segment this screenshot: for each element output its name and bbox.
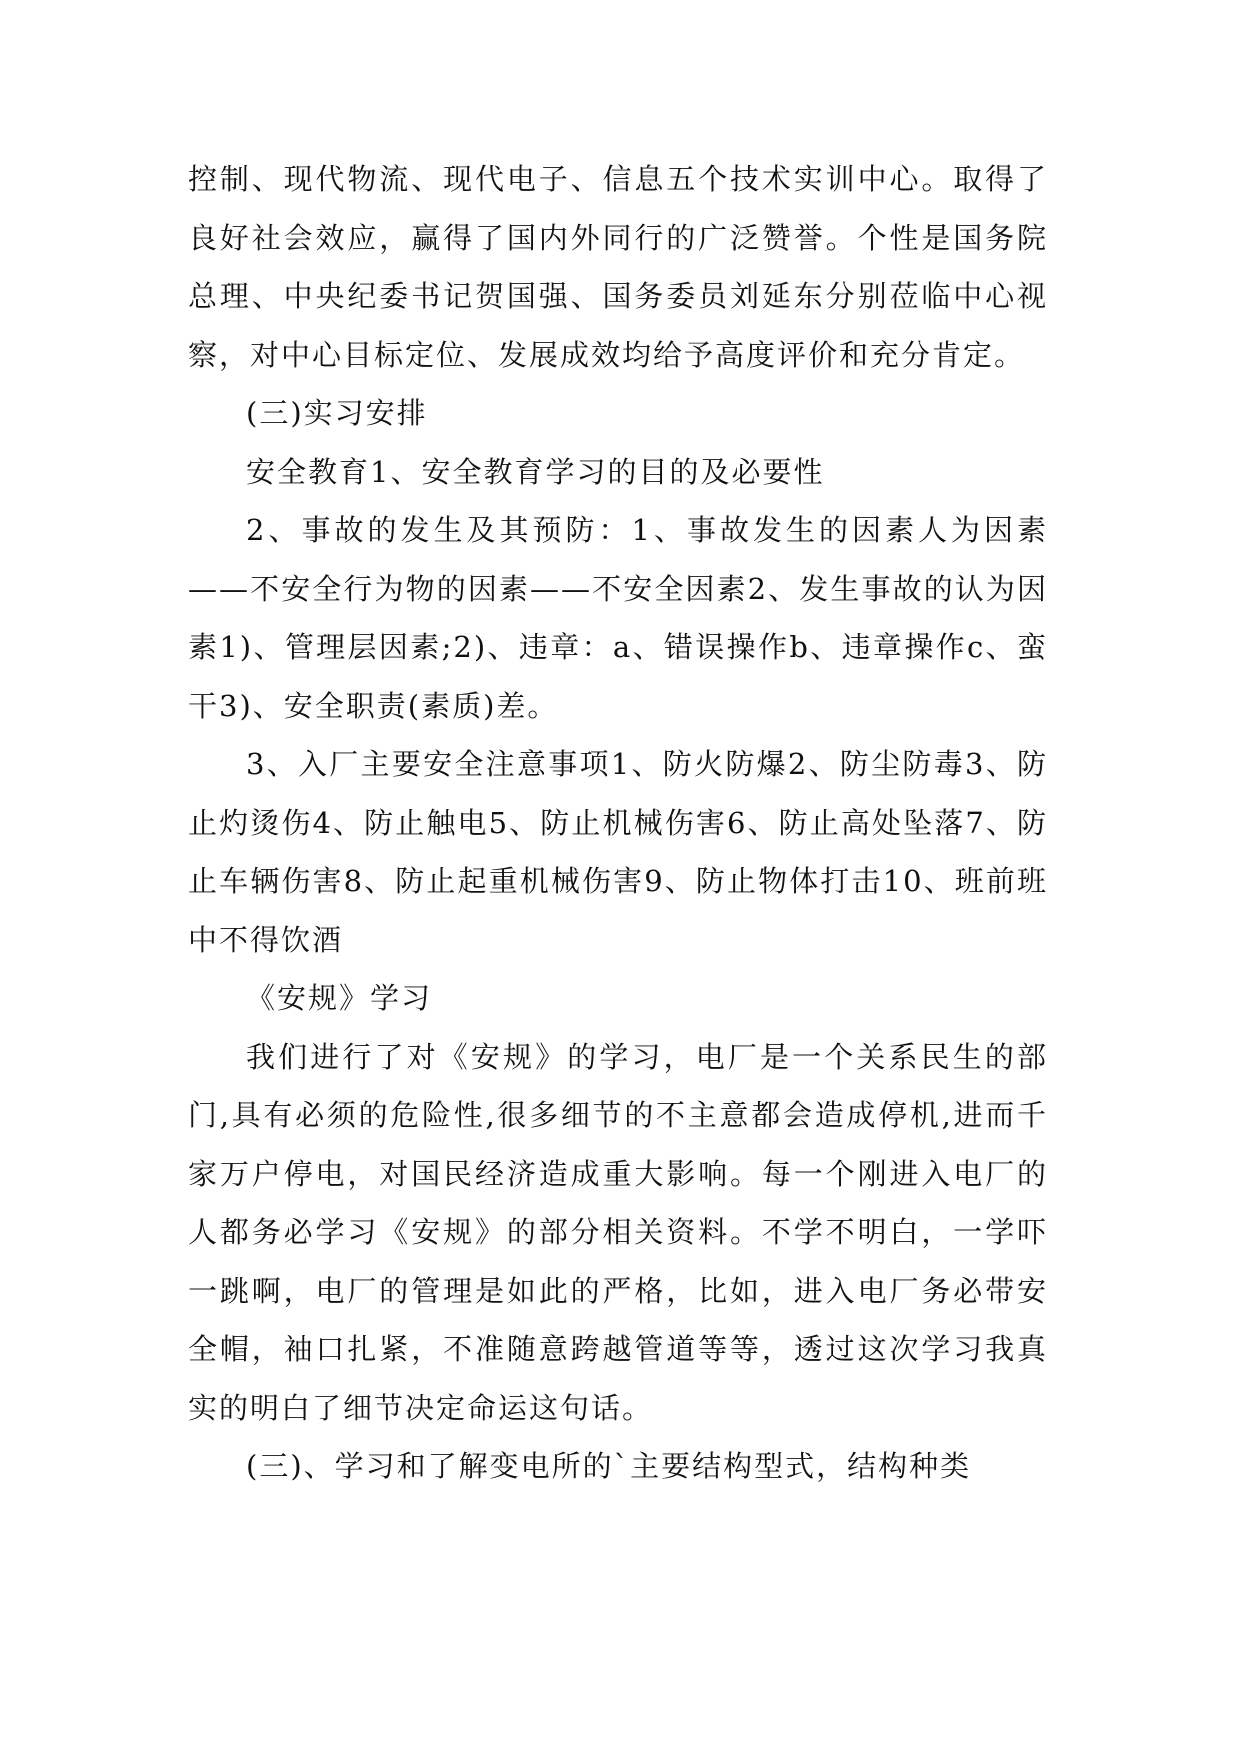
paragraph: 我们进行了对《安规》的学习，电厂是一个关系民生的部门,具有必须的危险性,很多细节的不主意都会造成停机,进而千家万户停电，对国民经济造成重大影响。每一个刚进入电厂的人都务必学习《安规》的部分相关资料。不学不明白，一学吓一跳啊，电厂的管理是如此的严格，比如，进入电厂务必带安全帽，袖口扎紧，不准随意跨越管道等等，透过这次学习我真实的明白了细节决定命运这句话。	[188, 1039, 1048, 1425]
paragraph: 3、入厂主要安全注意事项1、防火防爆2、防尘防毒3、防止灼烫伤4、防止触电5、防止机械伤害6、防止高处坠落7、防止车辆伤害8、防止起重机械伤害9、防止物体打击10、班前班中不得饮酒	[188, 747, 1048, 957]
section-heading: 《安规》学习	[246, 981, 433, 1015]
document-page	[188, 150, 1048, 1496]
paragraph: 控制、现代物流、现代电子、信息五个技术实训中心。取得了良好社会效应，赢得了国内外同行的广泛赞誉。个性是国务院总理、中央纪委书记贺国强、国务委员刘延东分别莅临中心视察，对中心目标定位、发展成效均给予高度评价和充分肯定。	[188, 162, 1048, 372]
paragraph: 2、事故的发生及其预防：1、事故发生的因素人为因素——不安全行为物的因素——不安全因素2、发生事故的认为因素1)、管理层因素;2)、违章：a、错误操作b、违章操作c、蛮干3)、安全职责(素质)差。	[188, 513, 1048, 723]
paragraph: (三)、学习和了解变电所的`主要结构型式，结构种类	[246, 1449, 972, 1483]
section-heading: (三)实习安排	[246, 396, 428, 430]
paragraph: 安全教育1、安全教育学习的目的及必要性	[246, 454, 825, 489]
